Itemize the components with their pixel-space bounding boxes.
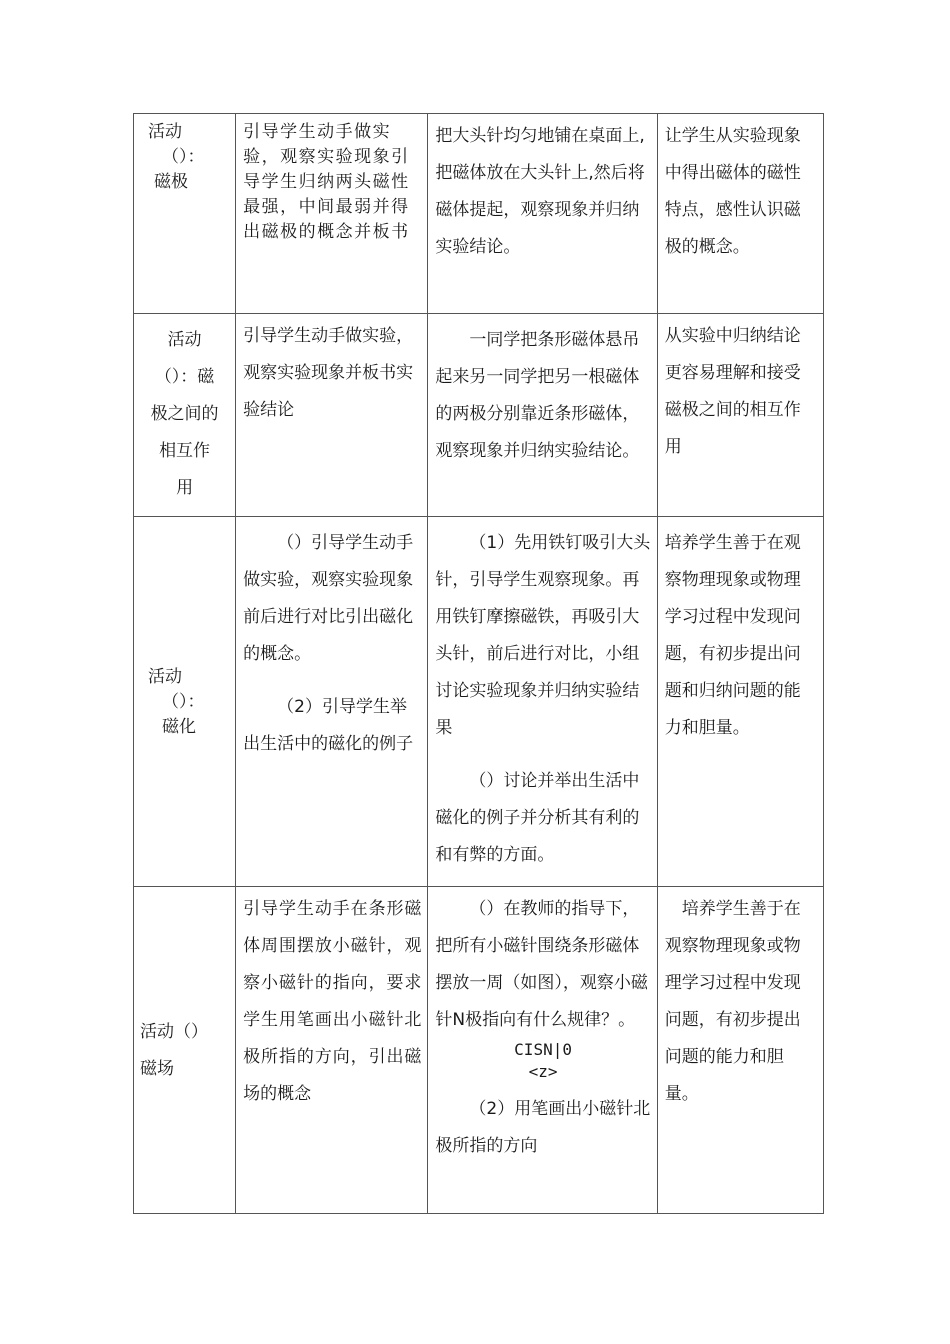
cell-text: 引导学生动手做实验，观察实验现象引导学生归纳两头磁性最强，中间最弱并得出磁极的概念并板书 bbox=[243, 122, 410, 242]
magnet-figure bbox=[435, 1039, 650, 1083]
lesson-plan-table bbox=[133, 113, 824, 1214]
cell-text: （1）先用铁钉吸引大头针，引导学生观察现象。再用铁钉摩擦磁铁，再吸引大头针，前后进行对比，小组讨论实验现象并归纳实验结果 bbox=[435, 533, 651, 738]
student-activity-cell bbox=[428, 887, 657, 1214]
teacher-activity-cell bbox=[236, 887, 428, 1214]
teacher-activity-cell bbox=[236, 517, 428, 887]
activity-cell: 活动 （）：磁 极之间的 相互作 用 bbox=[134, 314, 236, 517]
cell-text: 一同学把条形磁体悬吊起来另一同学把另一根磁体的两极分别靠近条形磁体，观察现象并归纳实验结论。 bbox=[435, 330, 640, 461]
table-row bbox=[134, 887, 824, 1214]
student-activity-cell bbox=[428, 314, 657, 517]
design-intent-cell bbox=[657, 887, 823, 1214]
activity-cell: 活动 （）： 磁极 bbox=[134, 114, 236, 314]
student-activity-cell bbox=[428, 114, 657, 314]
table-row bbox=[134, 314, 824, 517]
design-intent-cell bbox=[657, 114, 823, 314]
cell-text: 让学生从实验现象中得出磁体的磁性特点，感性认识磁极的概念。 bbox=[664, 126, 801, 257]
cell-text: （2）用笔画出小磁针北极所指的方向 bbox=[435, 1099, 651, 1156]
activity-cell: 活动（） 磁场 bbox=[134, 887, 236, 1214]
figure-label: CISN|0 bbox=[514, 1040, 572, 1059]
design-intent-cell bbox=[657, 517, 823, 887]
cell-text: 从实验中归纳结论更容易理解和接受磁极之间的相互作用 bbox=[664, 326, 801, 457]
cell-text: （2）引导学生举出生活中的磁化的例子 bbox=[243, 697, 414, 754]
cell-text: 培养学生善于在观察物理现象或物理学习过程中发现问题，有初步提出问题的能力和胆量。 bbox=[664, 899, 801, 1104]
cell-text: 引导学生动手在条形磁体周围摆放小磁针，观察小磁针的指向，要求学生用笔画出小磁针北极所指的方向，引出磁场的概念 bbox=[243, 899, 422, 1104]
teacher-activity-cell bbox=[236, 114, 428, 314]
table-row bbox=[134, 517, 824, 887]
activity-cell: 活动 （）： 磁化 bbox=[134, 517, 236, 887]
cell-text: 培养学生善于在观察物理现象或物理学习过程中发现问题，有初步提出问题和归纳问题的能力和胆量。 bbox=[664, 533, 801, 738]
cell-text: 引导学生动手做实验，观察实验现象并板书实验结论 bbox=[243, 326, 414, 420]
cell-text: 把大头针均匀地铺在桌面上,把磁体放在大头针上,然后将磁体提起，观察现象并归纳实验结论。 bbox=[435, 126, 645, 257]
cell-text: （）在教师的指导下，把所有小磁针围绕条形磁体摆放一周（如图），观察小磁针N极指向有什么规律？。 bbox=[435, 899, 648, 1030]
teacher-activity-cell bbox=[236, 314, 428, 517]
cell-text: （）引导学生动手做实验，观察实验现象前后进行对比引出磁化的概念。 bbox=[243, 533, 414, 664]
figure-label: <z> bbox=[528, 1062, 558, 1081]
table-row bbox=[134, 114, 824, 314]
design-intent-cell bbox=[657, 314, 823, 517]
student-activity-cell bbox=[428, 517, 657, 887]
cell-text: （）讨论并举出生活中磁化的例子并分析其有利的和有弊的方面。 bbox=[435, 771, 640, 865]
